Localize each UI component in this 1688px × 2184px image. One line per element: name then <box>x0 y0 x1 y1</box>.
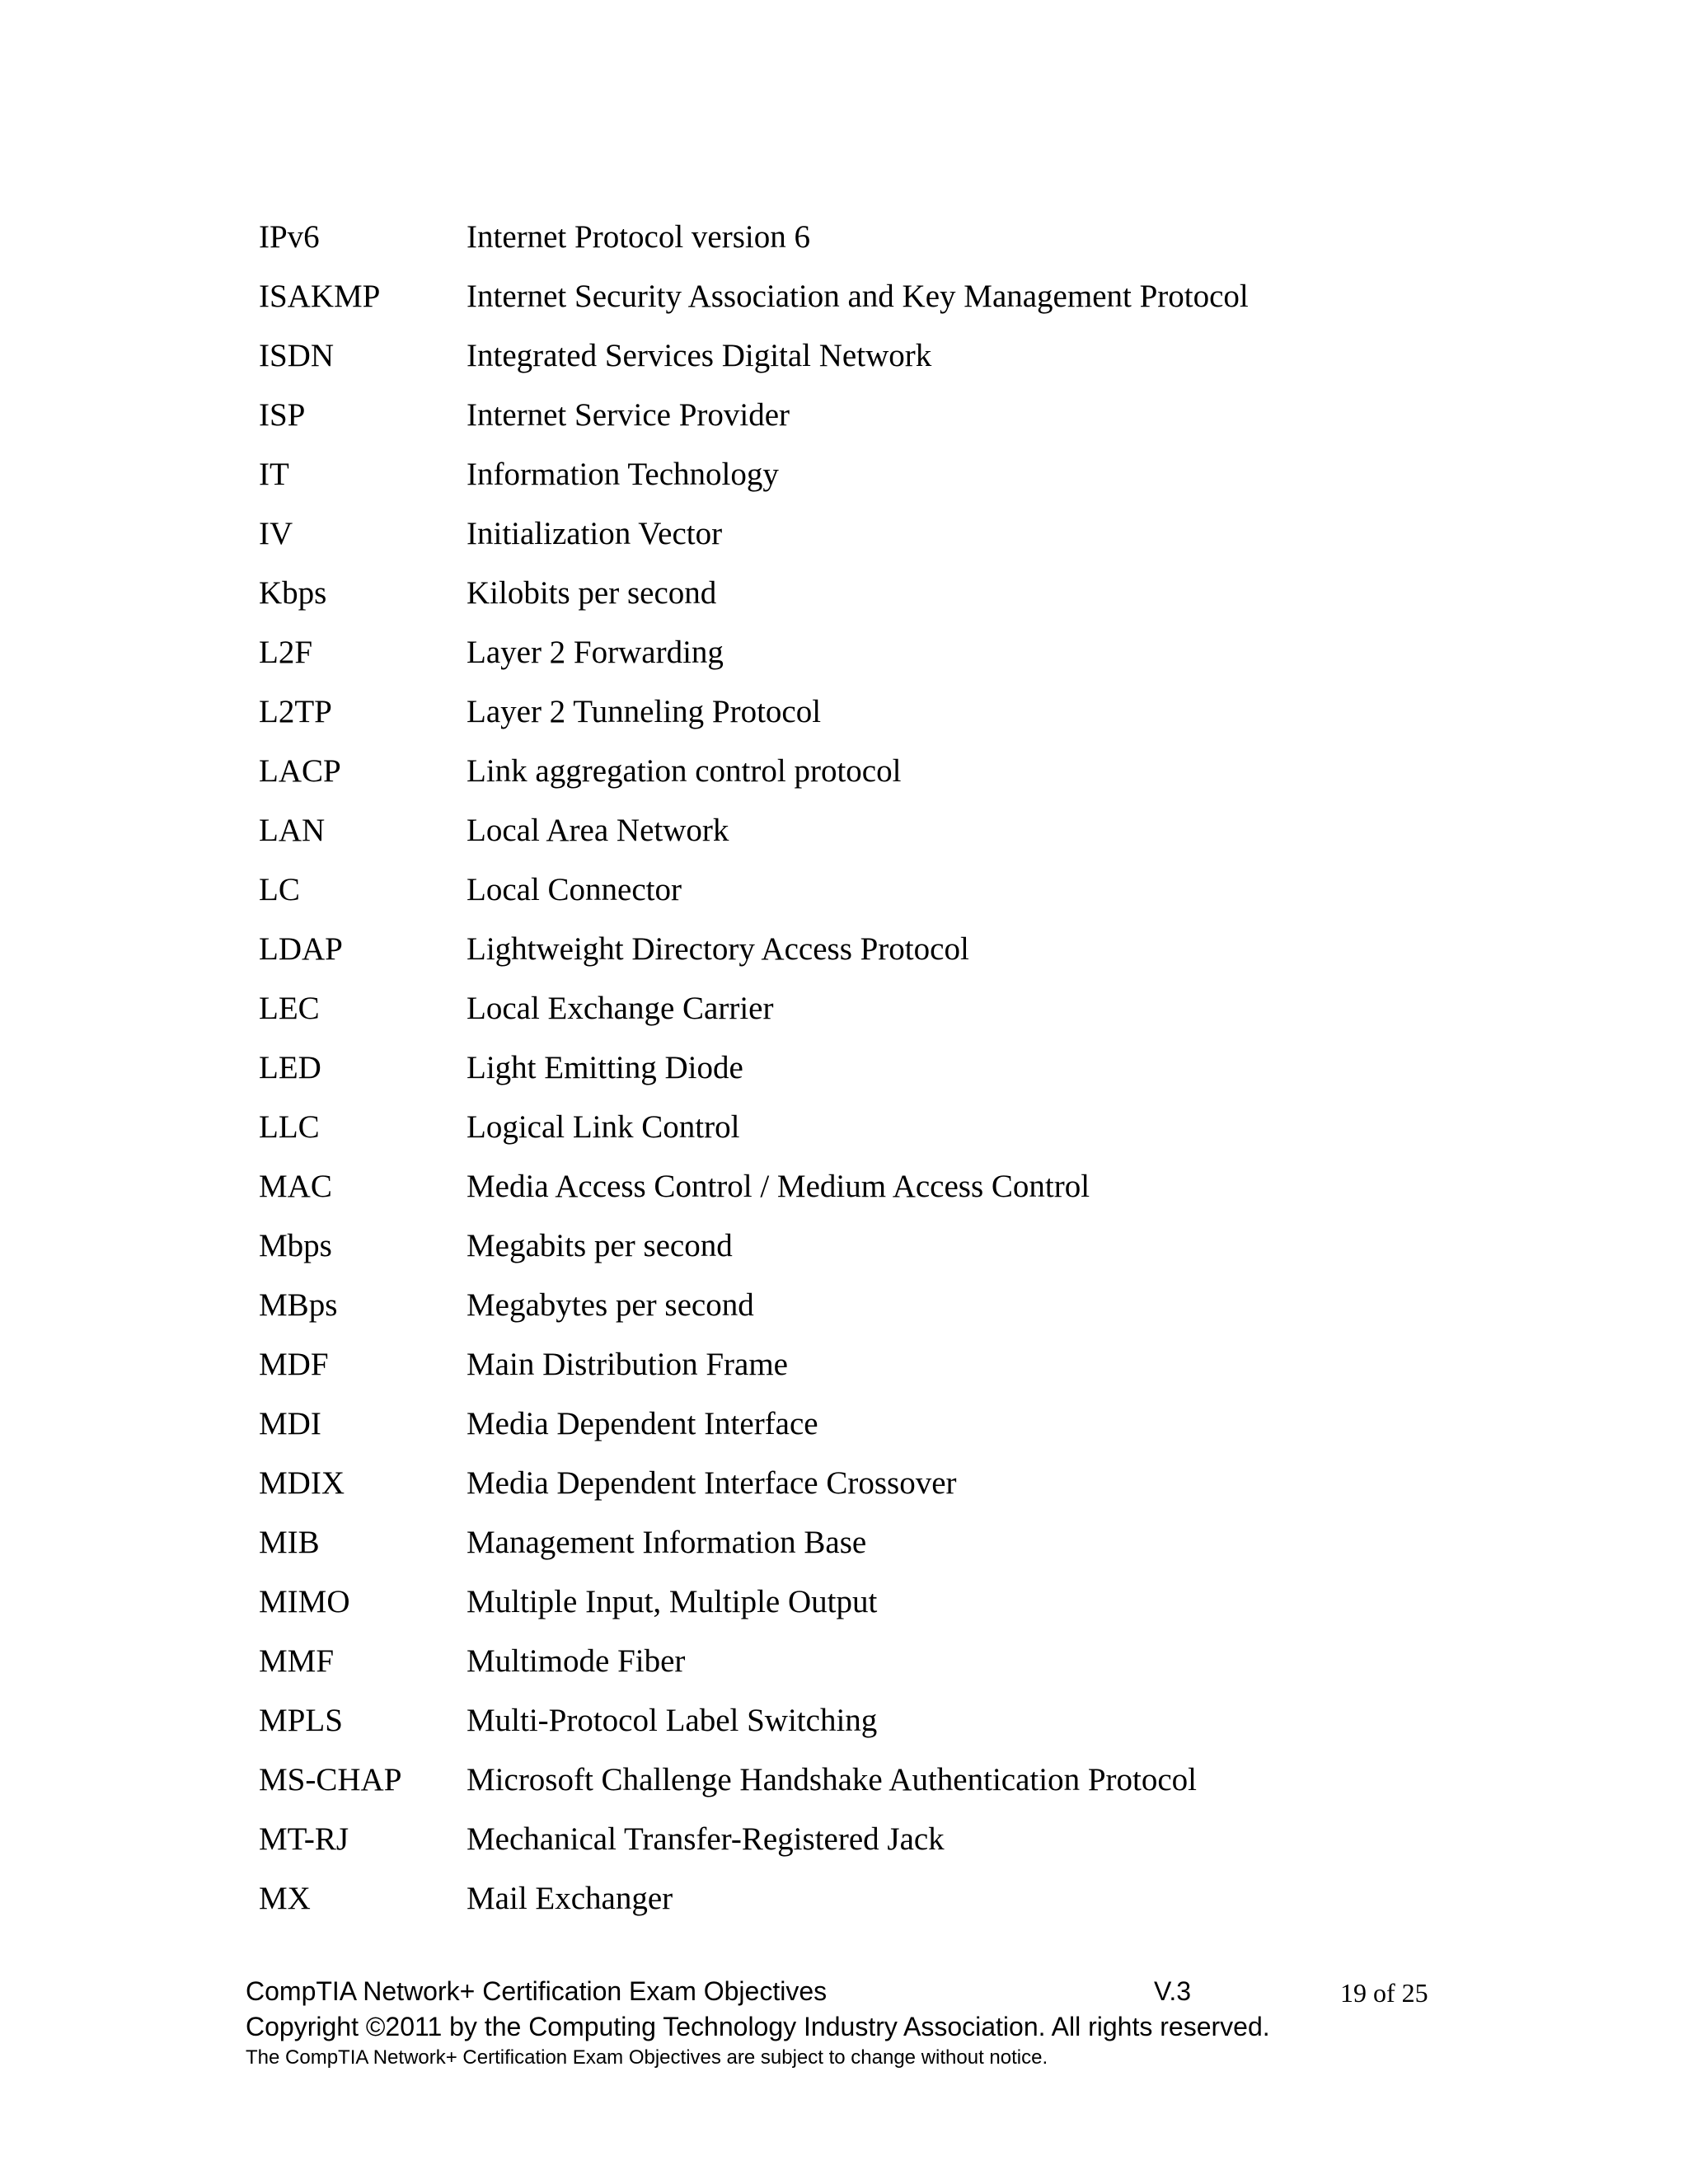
acronym-definition: Layer 2 Tunneling Protocol <box>467 694 822 729</box>
acronym-row <box>259 1876 1495 1935</box>
footer-title-line <box>246 1973 1449 2009</box>
acronym-definition: Initialization Vector <box>467 516 723 551</box>
acronym-abbr: MPLS <box>259 1703 343 1738</box>
acronym-definition: Internet Security Association and Key Management Protocol <box>467 279 1249 314</box>
footer-copyright: Copyright ©2011 by the Computing Technology Industry Association. All rights reserved. <box>246 2012 1270 2041</box>
acronym-row <box>259 333 1495 392</box>
acronym-abbr: L2TP <box>259 694 332 729</box>
acronym-row <box>259 452 1495 511</box>
acronym-abbr: MDI <box>259 1406 321 1441</box>
acronym-definition: Media Dependent Interface <box>467 1406 818 1441</box>
acronym-definition: Integrated Services Digital Network <box>467 338 932 373</box>
acronym-definition: Local Exchange Carrier <box>467 991 774 1026</box>
acronym-abbr: LC <box>259 872 300 907</box>
acronym-row <box>259 630 1495 689</box>
acronym-row <box>259 1757 1495 1816</box>
acronym-abbr: ISDN <box>259 338 335 373</box>
acronym-definition: Multimode Fiber <box>467 1643 686 1679</box>
acronym-abbr: Mbps <box>259 1228 332 1263</box>
footer-document-title: CompTIA Network+ Certification Exam Objectives <box>246 1976 828 2006</box>
acronym-definition: Management Information Base <box>467 1525 867 1560</box>
acronym-row <box>259 1342 1495 1401</box>
acronym-definition: Multi-Protocol Label Switching <box>467 1703 878 1738</box>
acronym-row <box>259 986 1495 1045</box>
acronym-definition: Local Connector <box>467 872 682 907</box>
acronym-abbr: IV <box>259 516 293 551</box>
acronym-definition: Information Technology <box>467 457 779 492</box>
acronym-row <box>259 1579 1495 1638</box>
acronym-row <box>259 1401 1495 1460</box>
acronym-abbr: MS-CHAP <box>259 1762 402 1797</box>
footer-notice: The CompTIA Network+ Certification Exam Objectives are subject to change without notice. <box>246 2046 1048 2069</box>
acronym-row <box>259 1164 1495 1223</box>
acronym-definition: Kilobits per second <box>467 575 717 611</box>
acronym-row <box>259 748 1495 808</box>
acronym-abbr: MDIX <box>259 1465 345 1501</box>
acronym-definition: Media Dependent Interface Crossover <box>467 1465 957 1501</box>
acronym-row <box>259 511 1495 570</box>
acronym-row <box>259 808 1495 867</box>
acronym-row <box>259 392 1495 452</box>
acronym-definition: Mail Exchanger <box>467 1881 673 1916</box>
acronym-definition: Multiple Input, Multiple Output <box>467 1584 878 1619</box>
acronym-abbr: MIB <box>259 1525 320 1560</box>
acronym-definition: Megabits per second <box>467 1228 733 1263</box>
acronym-definition: Internet Protocol version 6 <box>467 219 810 255</box>
acronym-definition: Link aggregation control protocol <box>467 753 902 789</box>
acronym-definition: Lightweight Directory Access Protocol <box>467 931 969 967</box>
acronym-row <box>259 1816 1495 1876</box>
acronym-abbr: LEC <box>259 991 320 1026</box>
acronym-abbr: MBps <box>259 1287 338 1323</box>
acronym-row <box>259 1520 1495 1579</box>
acronym-abbr: LED <box>259 1050 321 1085</box>
acronym-abbr: LDAP <box>259 931 343 967</box>
acronym-row <box>259 214 1495 274</box>
acronym-definition: Logical Link Control <box>467 1109 740 1145</box>
acronym-row <box>259 1282 1495 1342</box>
acronym-definition: Layer 2 Forwarding <box>467 635 724 670</box>
acronym-definition: Main Distribution Frame <box>467 1347 788 1382</box>
acronym-row <box>259 689 1495 748</box>
acronym-abbr: MMF <box>259 1643 335 1679</box>
acronym-row <box>259 926 1495 986</box>
acronym-abbr: L2F <box>259 635 313 670</box>
page-footer <box>246 1973 1449 2072</box>
acronym-definition: Media Access Control / Medium Access Control <box>467 1169 1090 1204</box>
acronym-abbr: ISAKMP <box>259 279 381 314</box>
page-number: 19 of 25 <box>1340 1978 1428 2008</box>
acronym-row <box>259 1638 1495 1698</box>
acronym-row <box>259 1104 1495 1164</box>
acronym-row <box>259 274 1495 333</box>
acronym-row <box>259 867 1495 926</box>
acronym-definition: Microsoft Challenge Handshake Authentication Protocol <box>467 1762 1197 1797</box>
acronym-abbr: IPv6 <box>259 219 320 255</box>
acronym-definition: Local Area Network <box>467 813 729 848</box>
acronym-abbr: ISP <box>259 397 306 433</box>
acronym-definition: Light Emitting Diode <box>467 1050 743 1085</box>
acronym-abbr: LAN <box>259 813 326 848</box>
acronym-row <box>259 1045 1495 1104</box>
acronym-definition: Megabytes per second <box>467 1287 754 1323</box>
acronym-abbr: IT <box>259 457 289 492</box>
acronym-abbr: Kbps <box>259 575 327 611</box>
acronym-definition: Mechanical Transfer-Registered Jack <box>467 1821 945 1857</box>
acronym-abbr: MIMO <box>259 1584 350 1619</box>
acronym-abbr: LLC <box>259 1109 320 1145</box>
acronym-row <box>259 1698 1495 1757</box>
footer-version: V.3 <box>1154 1976 1192 2006</box>
acronym-abbr: MAC <box>259 1169 332 1204</box>
acronym-definition: Internet Service Provider <box>467 397 790 433</box>
acronym-abbr: MX <box>259 1881 311 1916</box>
acronym-abbr: MT-RJ <box>259 1821 349 1857</box>
acronym-row <box>259 1460 1495 1520</box>
acronym-list <box>259 214 1495 1935</box>
acronym-row <box>259 570 1495 630</box>
acronym-row <box>259 1223 1495 1282</box>
acronym-abbr: LACP <box>259 753 341 789</box>
acronym-abbr: MDF <box>259 1347 329 1382</box>
